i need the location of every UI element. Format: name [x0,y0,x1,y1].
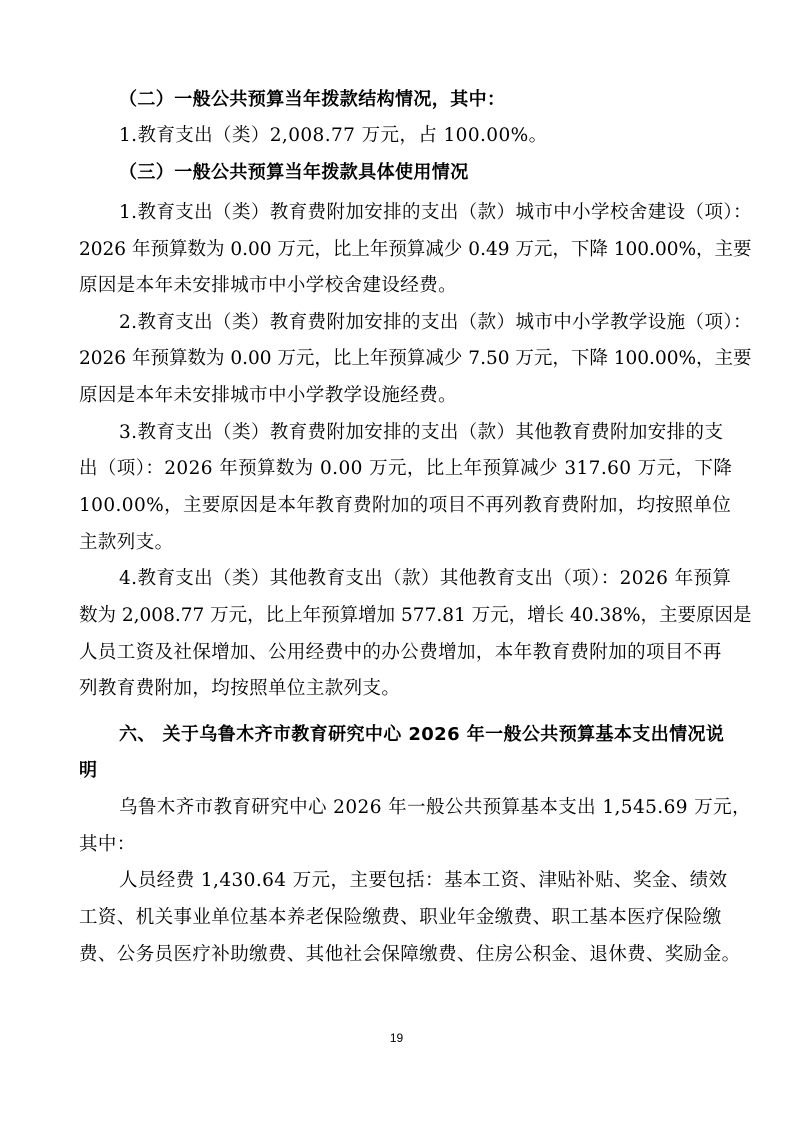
item-1-line-3: 原因是本年未安排城市中小学校舍建设经费。 [79,275,458,296]
item-4-line-1: 4.教育支出（类）其他教育支出（款）其他教育支出（项）：2026 年预算 [119,568,732,589]
item-2-line-2: 2026 年预算数为 0.00 万元，比上年预算减少 7.50 万元，下降 100.00%，主要 [79,348,752,369]
personnel-line-1: 人员经费 1,430.64 万元，主要包括：基本工资、津贴补贴、奖金、绩效 [119,870,728,891]
section-2-item-1: 1.教育支出（类）2,008.77 万元，占 100.00%。 [119,125,548,146]
item-3-line-1: 3.教育支出（类）教育费附加安排的支出（款）其他教育费附加安排的支 [119,422,724,443]
page-number: 19 [389,1031,404,1045]
item-1-line-1: 1.教育支出（类）教育费附加安排的支出（款）城市中小学校舍建设（项）： [119,202,752,223]
section-3-heading: （三）一般公共预算当年拨款具体使用情况 [119,162,469,183]
item-4-line-4: 列教育费附加，均按照单位主款列支。 [79,678,401,699]
item-2-line-1: 2.教育支出（类）教育费附加安排的支出（款）城市中小学教学设施（项）： [119,312,752,333]
item-4-line-2: 数为 2,008.77 万元，比上年预算增加 577.81 万元，增长 40.38%，主要原因是 [79,605,752,626]
basic-expenditure-line-1: 乌鲁木齐市教育研究中心 2026 年一般公共预算基本支出 1,545.69 万元， [119,797,751,818]
personnel-line-3: 费、公务员医疗补助缴费、其他社会保障缴费、住房公积金、退休费、奖励金。 [79,944,741,965]
item-3-line-2: 出（项）：2026 年预算数为 0.00 万元，比上年预算减少 317.60 万元，下降 [79,458,733,479]
item-3-line-3: 100.00%，主要原因是本年教育费附加的项目不再列教育费附加，均按照单位 [79,495,732,516]
section-2-heading: （二）一般公共预算当年拨款结构情况，其中： [119,89,506,110]
item-3-line-4: 主款列支。 [79,532,174,553]
personnel-line-2: 工资、机关事业单位基本养老保险缴费、职业年金缴费、职工基本医疗保险缴 [79,907,722,928]
item-4-line-3: 人员工资及社保增加、公用经费中的办公费增加，本年教育费附加的项目不再 [79,642,722,663]
section-6-heading-line-1: 六、 关于乌鲁木齐市教育研究中心 2026 年一般公共预算基本支出情况说 [119,724,725,745]
basic-expenditure-line-2: 其中： [79,834,136,855]
item-2-line-3: 原因是本年未安排城市中小学教学设施经费。 [79,385,458,406]
item-1-line-2: 2026 年预算数为 0.00 万元，比上年预算减少 0.49 万元，下降 100.00%，主要 [79,239,752,260]
section-6-heading-line-2: 明 [79,760,98,781]
